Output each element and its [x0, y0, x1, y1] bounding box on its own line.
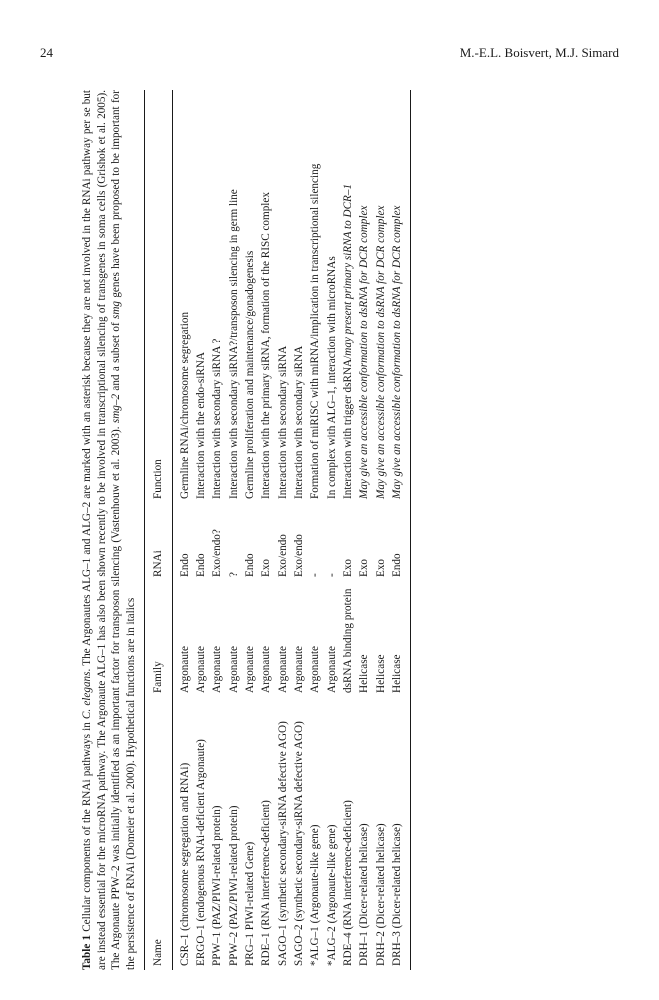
cell-function: [275, 90, 291, 503]
cell-family-text: Argonaute: [260, 645, 273, 693]
cell-family-text: Argonaute: [292, 645, 305, 693]
cell-rnai-text: Exo: [260, 558, 273, 577]
cell-family: [258, 581, 274, 697]
cell-rnai-text: Exo/endo: [292, 534, 305, 577]
cell-function-text: Interaction with the primary siRNA, formation of the RISC complex: [260, 192, 273, 499]
cell-function: [258, 90, 274, 503]
cell-rnai-text: Exo/endo: [276, 534, 289, 577]
table-row: [242, 90, 258, 970]
cell-rnai: [389, 503, 411, 581]
cell-function-text: Interaction with secondary siRNA: [292, 345, 305, 499]
cell-function-text: [341, 94, 355, 499]
cell-function-italic: May give an accessible conformation to dsRNA for DCR complex: [374, 205, 387, 499]
cell-function-text: Germline proliferation and maintenance/gonadogenesis: [243, 250, 256, 499]
cell-function-text: Interaction with secondary siRNA?/transposon silencing in germ line: [227, 189, 240, 499]
components-table: [144, 90, 411, 970]
cell-name-text: ERGO–1 (endogenous RNAi-deficient Argonaute): [194, 739, 207, 966]
cell-family: [172, 581, 193, 697]
cell-function-plain: Interaction with trigger dsRNA/: [341, 355, 354, 499]
cell-rnai: [209, 503, 225, 581]
table-caption: [80, 90, 138, 970]
caption-text-1: Cellular components of the RNAi pathways in: [81, 719, 93, 935]
cell-name-text: SAGO–1 (synthetic secondary-siRNA defective AGO): [276, 721, 289, 966]
table-row: [275, 90, 291, 970]
cell-name: [356, 697, 372, 970]
cell-family-text: Argonaute: [211, 645, 224, 693]
cell-name: [307, 697, 323, 970]
cell-rnai: [226, 503, 242, 581]
cell-name-text: *ALG–2 (Argonaute-like gene): [325, 824, 338, 966]
table-row: [258, 90, 274, 970]
cell-family: [307, 581, 323, 697]
cell-rnai-text: Endo: [178, 553, 191, 577]
caption-gene-2: smg: [110, 300, 123, 319]
cell-rnai: [275, 503, 291, 581]
caption-gene-1: smg–2: [110, 393, 123, 424]
header-function: Function: [152, 459, 165, 499]
cell-rnai-text: Exo: [374, 558, 387, 577]
cell-name: [291, 697, 307, 970]
cell-family: [209, 581, 225, 697]
cell-rnai-text: Endo: [194, 553, 207, 577]
cell-rnai-text: Exo: [358, 558, 371, 577]
cell-rnai-text: Exo: [341, 558, 354, 577]
cell-name-text: DRH–2 (Dicer-related helicase): [374, 823, 387, 966]
cell-rnai: [373, 503, 389, 581]
cell-function: [307, 90, 323, 503]
cell-function-text: [357, 94, 371, 499]
cell-function-italic: May give an accessible conformation to dsRNA for DCR complex: [358, 205, 371, 499]
cell-family-text: Argonaute: [194, 645, 207, 693]
cell-name-text: DRH–3 (Dicer-related helicase): [390, 823, 403, 966]
cell-rnai: [307, 503, 323, 581]
cell-rnai-text: Exo/endo?: [211, 529, 224, 577]
table-row: [193, 90, 209, 970]
cell-family: [340, 581, 356, 697]
table-row: [356, 90, 372, 970]
cell-name-text: SAGO–2 (synthetic secondary-siRNA defective AGO): [292, 721, 305, 966]
table-header-row: [145, 90, 172, 970]
cell-family: [242, 581, 258, 697]
cell-function-text: In complex with ALG–1, interaction with microRNAs: [325, 256, 338, 499]
cell-rnai-text: -: [325, 573, 338, 577]
cell-function-text: Germline RNAi/chromosome segregation: [178, 311, 191, 499]
running-head: M.-E.L. Boisvert, M.J. Simard: [459, 45, 619, 60]
cell-function: [356, 90, 372, 503]
caption-text-2: . The Argonautes ALG–1 and ALG–2 are marked with an asterisk because they are not involved in the RNAi pathway per se but are instead essential for the microRNA pathway. The Argonaute ALG–1 has also been shown recently to be involved in transcriptional silencing of transgenes in soma cells (Grishok et al. 2005). The Argonaute PPW–2 was initially identified as an important factor for transposon silencing (Vastenhouw et al. 2003).: [81, 90, 123, 970]
cell-rnai: [340, 503, 356, 581]
header-rnai: RNAi: [152, 550, 165, 577]
cell-name: [226, 697, 242, 970]
cell-rnai-text: ?: [227, 572, 240, 577]
cell-name-text: PPW–2 (PAZ/PIWI-related protein): [227, 805, 240, 966]
cell-family: [193, 581, 209, 697]
cell-family: [389, 581, 411, 697]
cell-function: [172, 90, 193, 503]
cell-name-text: RDE–4 (RNA interference-deficient): [341, 800, 354, 966]
cell-family: [291, 581, 307, 697]
cell-family-text: Helicase: [374, 654, 387, 693]
cell-function-text: Interaction with the endo-siRNA: [194, 352, 207, 499]
cell-function-text: Interaction with secondary siRNA ?: [211, 338, 224, 499]
cell-name-text: PPW–1 (PAZ/PIWI-related protein): [211, 805, 224, 966]
cell-rnai: [172, 503, 193, 581]
table-row: [307, 90, 323, 970]
rotated-table-block: [80, 90, 600, 970]
cell-rnai: [324, 503, 340, 581]
cell-family-text: dsRNA binding protein: [341, 588, 354, 693]
table-row: [324, 90, 340, 970]
table-row: [226, 90, 242, 970]
cell-family-text: Argonaute: [178, 645, 191, 693]
cell-name-text: *ALG–1 (Argonaute-like gene): [309, 824, 322, 966]
caption-text-3: and a subset of: [110, 319, 123, 394]
header-family: Family: [152, 661, 165, 693]
cell-rnai-text: Endo: [390, 553, 403, 577]
cell-function-italic: may present primary siRNA to DCR–1: [341, 183, 354, 356]
cell-family: [356, 581, 372, 697]
cell-function-text: [390, 94, 404, 499]
cell-rnai-text: Endo: [243, 553, 256, 577]
cell-family: [324, 581, 340, 697]
cell-function-text: [374, 94, 388, 499]
cell-name-text: RDE–1 (RNA interference-deficient): [260, 800, 273, 966]
cell-function-text: Interaction with secondary siRNA: [276, 345, 289, 499]
cell-function: [324, 90, 340, 503]
cell-name: [242, 697, 258, 970]
cell-name: [324, 697, 340, 970]
cell-name: [193, 697, 209, 970]
cell-name: [389, 697, 411, 970]
table-row: [389, 90, 411, 970]
cell-name-text: PRG–1 PIWI-related Gene): [243, 841, 256, 966]
cell-function: [242, 90, 258, 503]
table-row: [209, 90, 225, 970]
cell-name: [373, 697, 389, 970]
cell-function: [291, 90, 307, 503]
caption-label: Table 1: [81, 934, 93, 970]
cell-family-text: Argonaute: [276, 645, 289, 693]
cell-function-italic: May give an accessible conformation to dsRNA for DCR complex: [390, 205, 403, 499]
caption-species: C. elegans: [81, 671, 93, 720]
cell-name: [209, 697, 225, 970]
cell-family-text: Helicase: [358, 654, 371, 693]
cell-name: [172, 697, 193, 970]
cell-name: [340, 697, 356, 970]
cell-function: [193, 90, 209, 503]
cell-family: [373, 581, 389, 697]
cell-family-text: Argonaute: [325, 645, 338, 693]
caption-text-4: genes have been proposed to be important for the persistence of RNAi (Domeier et al. 2000). Hypothetical functions are in italics: [110, 90, 137, 970]
cell-family: [275, 581, 291, 697]
table-row: [291, 90, 307, 970]
cell-function-text: Formation of miRISC with miRNA/implication in transcriptional silencing: [309, 163, 322, 499]
table-row: [340, 90, 356, 970]
cell-family-text: Argonaute: [243, 645, 256, 693]
cell-rnai-text: -: [309, 573, 322, 577]
header-name: Name: [152, 939, 165, 966]
cell-function: [389, 90, 411, 503]
cell-name: [275, 697, 291, 970]
cell-family: [226, 581, 242, 697]
cell-family-text: Helicase: [390, 654, 403, 693]
cell-rnai: [356, 503, 372, 581]
cell-function: [226, 90, 242, 503]
cell-function: [209, 90, 225, 503]
cell-family-text: Argonaute: [309, 645, 322, 693]
cell-name: [258, 697, 274, 970]
cell-function: [373, 90, 389, 503]
cell-rnai: [242, 503, 258, 581]
cell-rnai: [291, 503, 307, 581]
table-body: [172, 90, 411, 970]
table-row: [172, 90, 193, 970]
cell-family-text: Argonaute: [227, 645, 240, 693]
table-row: [373, 90, 389, 970]
cell-rnai: [193, 503, 209, 581]
cell-rnai: [258, 503, 274, 581]
cell-name-text: CSR–1 (chromosome segregation and RNAi): [178, 762, 191, 966]
page-number: 24: [40, 45, 53, 60]
cell-function: [340, 90, 356, 503]
cell-name-text: DRH–1 (Dicer-related helicase): [358, 823, 371, 966]
